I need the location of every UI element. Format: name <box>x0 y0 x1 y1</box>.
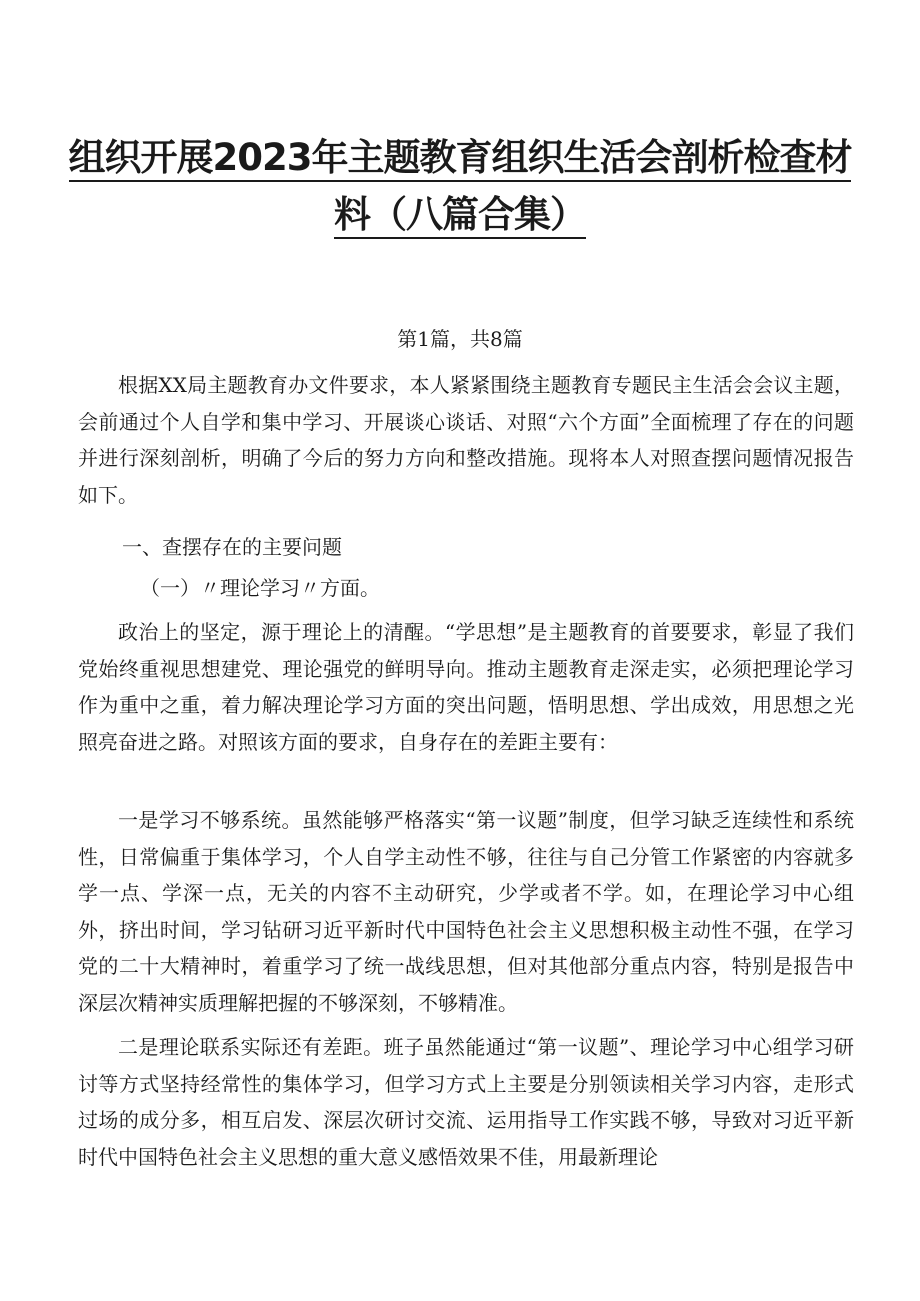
section-heading-1: 一、查摆存在的主要问题 <box>122 535 342 559</box>
paragraph-intro: 根据XX局主题教育办文件要求，本人紧紧围绕主题教育专题民主生活会会议主题，会前通过个人自学和集中学习、开展谈心谈话、对照“六个方面”全面梳理了存在的问题并进行深刻剖析，明确了今后的努力方向和整改措施。现将本人对照查摆问题情况报告如下。 <box>78 373 854 507</box>
document-title-line-1 <box>60 135 860 181</box>
document-title-text-1: 组织开展2023年主题教育组织生活会剖析检查材 <box>69 136 852 182</box>
paragraph-3: 一是学习不够系统。虽然能够严格落实“第一议题”制度，但学习缺乏连续性和系统性，日常偏重于集体学习，个人自学主动性不够，往往与自己分管工作紧密的内容就多学一点、学深一点，无关的内容不主动研究，少学或者不学。如，在理论学习中心组外，挤出时间，学习钻研习近平新时代中国特色社会主义思想积极主动性不强，在学习党的二十大精神时，着重学习了统一战线思想，但对其他部分重点内容，特别是报告中深层次精神实质理解把握的不够深刻，不够精准。 <box>78 808 854 1015</box>
document-title-line-2 <box>60 192 860 238</box>
paragraph-2: 政治上的坚定，源于理论上的清醒。“学思想”是主题教育的首要要求，彰显了我们党始终重视思想建党、理论强党的鲜明导向。推动主题教育走深走实，必须把理论学习作为重中之重，着力解决理论学习方面的突出问题，悟明思想、学出成效，用思想之光照亮奋进之路。对照该方面的要求，自身存在的差距主要有： <box>78 620 854 754</box>
document-title-text-2: 料（八篇合集） <box>334 193 586 239</box>
section-subheading-1: （一）〃理论学习〃方面。 <box>140 576 380 600</box>
document-subtitle: 第1篇，共8篇 <box>397 327 523 351</box>
paragraph-4: 二是理论联系实际还有差距。班子虽然能通过“第一议题”、理论学习中心组学习研讨等方式坚持经常性的集体学习，但学习方式上主要是分别领读相关学习内容，走形式过场的成分多，相互启发、深层次研讨交流、运用指导工作实践不够，导致对习近平新时代中国特色社会主义思想的重大意义感悟效果不佳，用最新理论 <box>78 1035 854 1169</box>
